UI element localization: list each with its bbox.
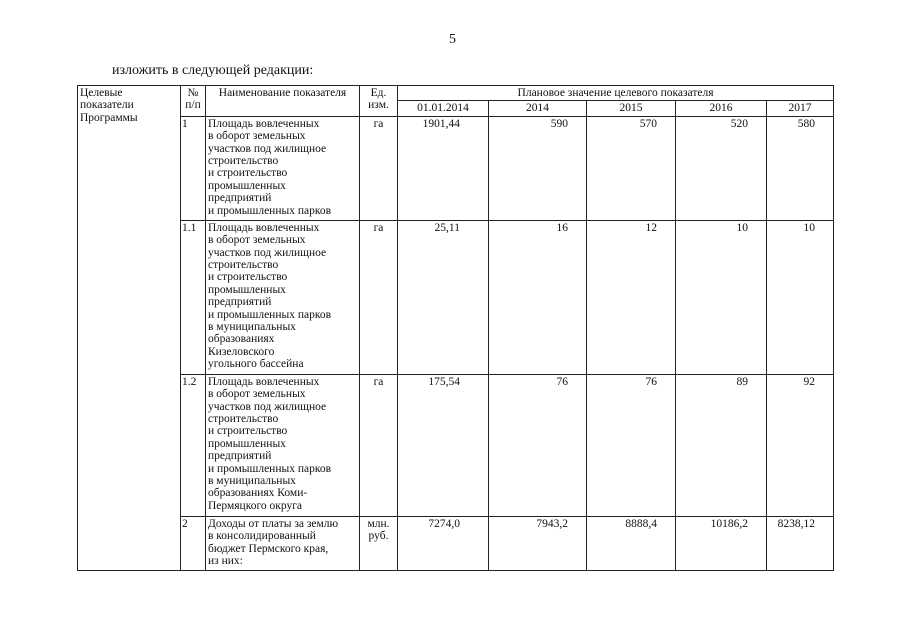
unit-cell: га <box>360 116 398 220</box>
section-label: Целевые показатели Программы <box>78 86 181 571</box>
value-cell: 10186,2 <box>676 516 767 570</box>
header-num: № п/п <box>181 86 206 117</box>
row-number: 1 <box>181 116 206 220</box>
header-unit: Ед. изм. <box>360 86 398 117</box>
value-cell: 89 <box>676 374 767 516</box>
value-cell: 76 <box>587 374 676 516</box>
value-cell: 7274,0 <box>398 516 489 570</box>
indicator-name: Площадь вовлеченных в оборот земельных участков под жилищное строительство и строительство промышленных предприятий и промышленных парков <box>206 116 360 220</box>
value-cell: 8238,12 <box>767 516 834 570</box>
table-row <box>78 220 834 374</box>
header-year: 2015 <box>587 101 676 116</box>
indicator-name: Доходы от платы за землю в консолидированный бюджет Пермского края, из них: <box>206 516 360 570</box>
row-number: 1.2 <box>181 374 206 516</box>
value-cell: 92 <box>767 374 834 516</box>
value-cell: 10 <box>676 220 767 374</box>
header-year: 2014 <box>489 101 587 116</box>
header-year: 2017 <box>767 101 834 116</box>
unit-cell: га <box>360 220 398 374</box>
row-number: 1.1 <box>181 220 206 374</box>
row-number: 2 <box>181 516 206 570</box>
indicator-name: Площадь вовлеченных в оборот земельных участков под жилищное строительство и строительство промышленных предприятий и промышленных парков в муниципальных образованиях Кизеловского угольного бассейна <box>206 220 360 374</box>
value-cell: 16 <box>489 220 587 374</box>
table-row <box>78 374 834 516</box>
page-number: 5 <box>449 32 456 47</box>
value-cell: 12 <box>587 220 676 374</box>
header-year: 2016 <box>676 101 767 116</box>
unit-cell: га <box>360 374 398 516</box>
header-year: 01.01.2014 <box>398 101 489 116</box>
value-cell: 570 <box>587 116 676 220</box>
value-cell: 590 <box>489 116 587 220</box>
value-cell: 8888,4 <box>587 516 676 570</box>
value-cell: 7943,2 <box>489 516 587 570</box>
indicator-name: Площадь вовлеченных в оборот земельных участков под жилищное строительство и строительство промышленных предприятий и промышленных парков в муниципальных образованиях Коми- Пермяцкого округа <box>206 374 360 516</box>
value-cell: 175,54 <box>398 374 489 516</box>
header-row-1 <box>78 86 834 101</box>
value-cell: 1901,44 <box>398 116 489 220</box>
header-name: Наименование показателя <box>206 86 360 117</box>
value-cell: 25,11 <box>398 220 489 374</box>
value-cell: 10 <box>767 220 834 374</box>
value-cell: 76 <box>489 374 587 516</box>
header-planned: Плановое значение целевого показателя <box>398 86 834 101</box>
table-row <box>78 516 834 570</box>
value-cell: 520 <box>676 116 767 220</box>
table-row <box>78 116 834 220</box>
indicators-table <box>77 85 834 571</box>
unit-cell: млн. руб. <box>360 516 398 570</box>
intro-text: изложить в следующей редакции: <box>112 63 314 78</box>
value-cell: 580 <box>767 116 834 220</box>
